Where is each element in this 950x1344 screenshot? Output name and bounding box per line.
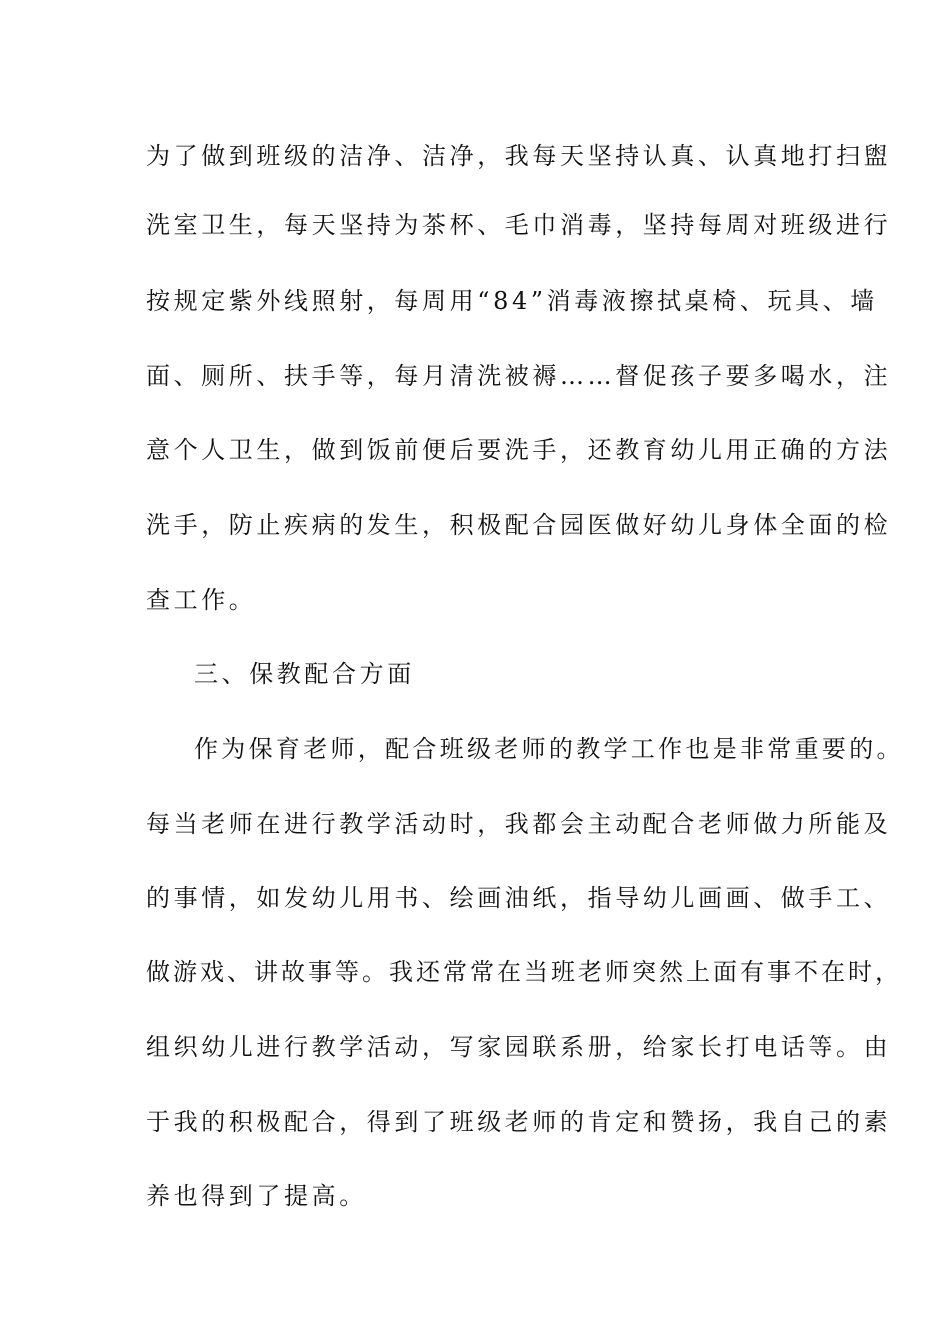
- paragraph-line: 意个人卫生，做到饭前便后要洗手，还教育幼儿用正确的方法: [146, 436, 892, 464]
- paragraph-line: 查工作。: [146, 586, 257, 614]
- paragraph-line: 为了做到班级的洁净、洁净，我每天坚持认真、认真地打扫盥: [146, 142, 892, 170]
- paragraph-line: 于我的积极配合，得到了班级老师的肯定和赞扬，我自己的素: [146, 1108, 892, 1136]
- paragraph-line: 每当老师在进行教学活动时，我都会主动配合老师做力所能及: [146, 810, 892, 838]
- paragraph-line: 养也得到了提高。: [146, 1182, 367, 1210]
- paragraph-line: 组织幼儿进行教学活动，写家园联系册，给家长打电话等。由: [146, 1033, 892, 1061]
- paragraph-line: 作为保育老师，配合班级老师的教学工作也是非常重要的。: [194, 735, 904, 763]
- paragraph-line: 面、厕所、扶手等，每月清洗被褥……督促孩子要多喝水，注: [146, 362, 892, 390]
- section-heading: 三、保教配合方面: [194, 660, 415, 688]
- paragraph-line: 做游戏、讲故事等。我还常常在当班老师突然上面有事不在时，: [146, 958, 902, 986]
- paragraph-line: 洗室卫生，每天坚持为茶杯、毛巾消毒，坚持每周对班级进行: [146, 211, 892, 239]
- paragraph-line: 按规定紫外线照射，每周用“84”消毒液擦拭桌椅、玩具、墙: [146, 287, 878, 315]
- paragraph-line: 洗手，防止疾病的发生，积极配合园医做好幼儿身体全面的检: [146, 511, 892, 539]
- paragraph-line: 的事情，如发幼儿用书、绘画油纸，指导幼儿画画、做手工、: [146, 884, 892, 912]
